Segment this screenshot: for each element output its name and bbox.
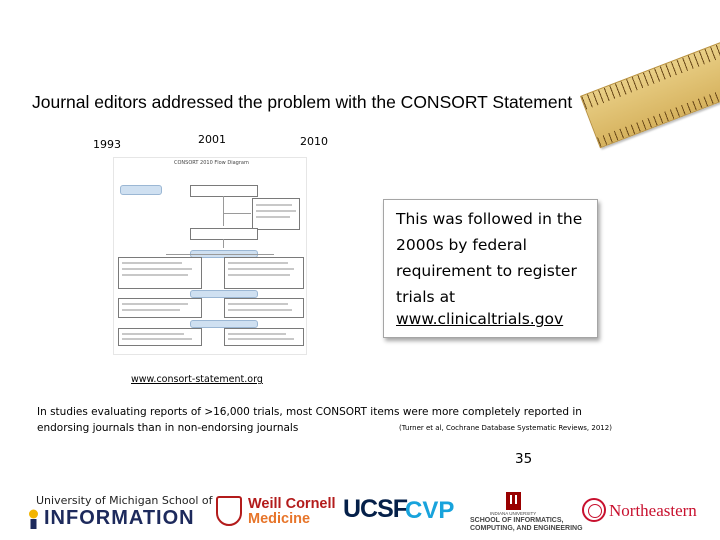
- page-number: 35: [515, 451, 533, 467]
- flow-box: [252, 198, 300, 230]
- flow-box: [190, 185, 258, 197]
- wcm-line-2: Medicine: [248, 511, 311, 527]
- study-text-line-1: In studies evaluating reports of >16,000 trials, most CONSORT items were more completely reported in: [37, 406, 582, 418]
- consort-flow-diagram-image: [113, 157, 307, 355]
- umsi-line-2: INFORMATION: [44, 507, 195, 529]
- cvp-logo: CVP: [405, 497, 455, 524]
- wcm-line-1: Weill Cornell: [248, 496, 336, 512]
- clinicaltrials-link[interactable]: www.clinicaltrials.gov: [396, 310, 564, 328]
- umich-information-logo: [22, 492, 213, 532]
- year-1993: 1993: [93, 138, 121, 151]
- flow-diagram-title: CONSORT 2010 Flow Diagram: [174, 160, 249, 166]
- iu-trident-icon: [506, 492, 521, 510]
- consort-statement-link[interactable]: www.consort-statement.org: [131, 374, 263, 385]
- section-follow-up: [190, 290, 258, 298]
- callout-text: This was followed in the 2000s by federal requirement to register trials at: [396, 210, 583, 306]
- flow-box: [224, 328, 304, 346]
- flow-box: [224, 298, 304, 318]
- northeastern-text: Northeastern: [609, 501, 697, 520]
- flow-box: [118, 328, 202, 346]
- section-enrollment: [120, 185, 162, 195]
- flow-box: [190, 228, 258, 240]
- citation: (Turner et al, Cochrane Database Systematic Reviews, 2012): [399, 424, 612, 432]
- iu-line-2: COMPUTING, AND ENGINEERING: [470, 525, 583, 532]
- iu-line-1: SCHOOL OF INFORMATICS,: [470, 517, 564, 524]
- weill-cornell-shield-icon: [216, 496, 242, 526]
- northeastern-seal-icon: [582, 498, 606, 522]
- ruler-image: [580, 42, 720, 149]
- ucsf-logo: UCSF: [343, 495, 408, 523]
- callout-box: [383, 199, 598, 338]
- weill-cornell-logo: [214, 492, 336, 532]
- year-2010: 2010: [300, 135, 328, 148]
- umsi-line-1: University of Michigan School of: [36, 494, 213, 507]
- year-2001: 2001: [198, 133, 226, 146]
- iu-small-line: INDIANA UNIVERSITY: [490, 511, 537, 516]
- slide-title: Journal editors addressed the problem with the CONSORT Statement: [32, 92, 573, 112]
- flow-box: [118, 298, 202, 318]
- indiana-informatics-logo: [470, 492, 583, 532]
- northeastern-logo: [580, 492, 712, 532]
- umsi-i-icon: [25, 509, 42, 529]
- study-text-line-2: endorsing journals than in non-endorsing journals: [37, 422, 299, 434]
- section-analysis: [190, 320, 258, 328]
